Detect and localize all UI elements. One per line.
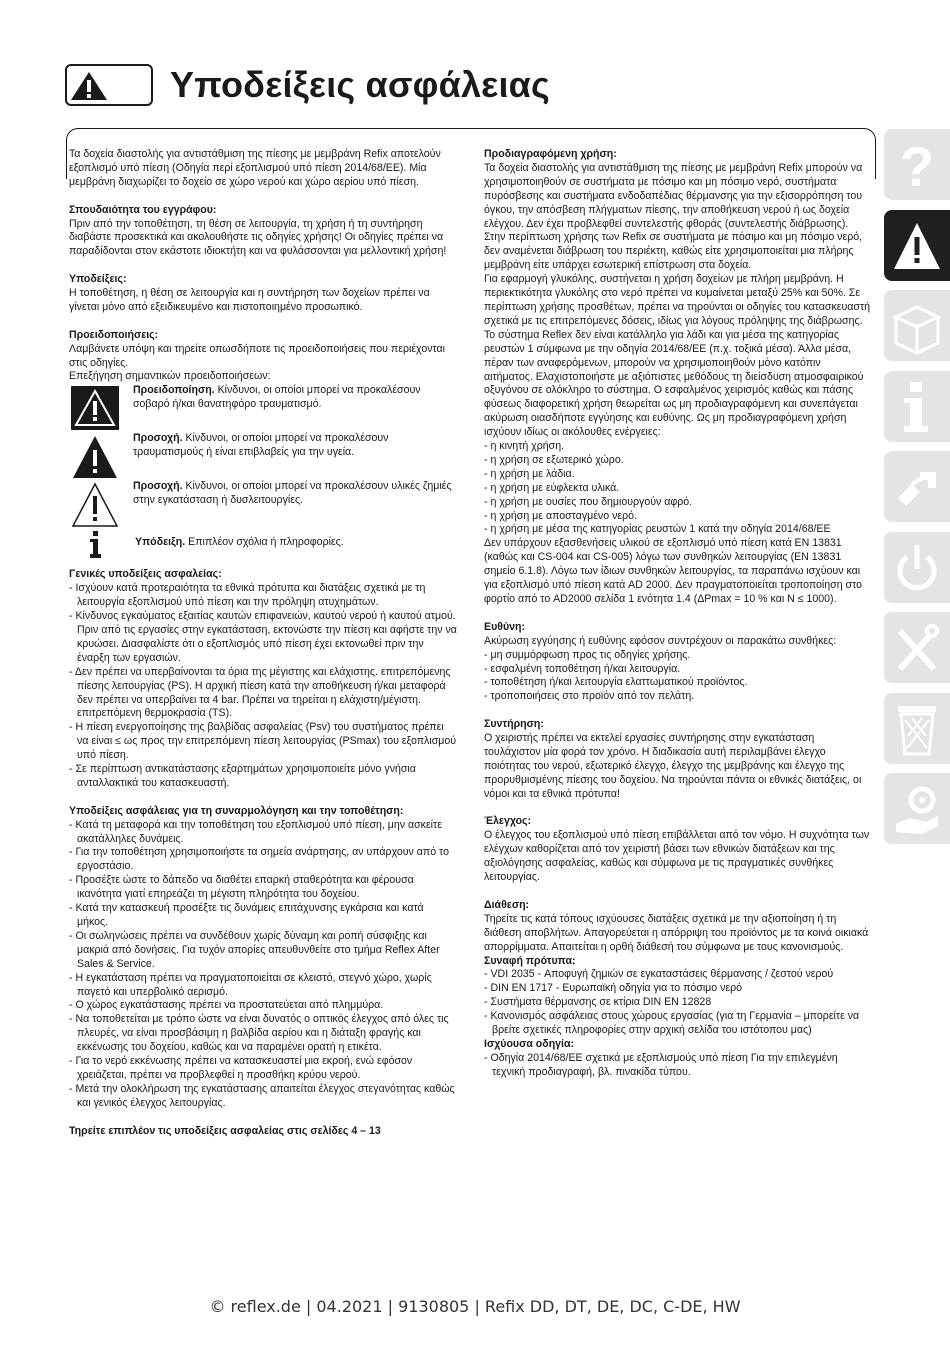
tab-service[interactable]	[884, 773, 950, 844]
warn-item-caution	[69, 432, 457, 476]
notes-heading: Υποδείξεις:	[69, 273, 127, 286]
warnings-explain: Επεξήγηση σημαντικών προειδοποιήσεων:	[69, 370, 271, 383]
directive-heading: Ισχύουσα οδηγία:	[484, 1037, 575, 1050]
right-column	[484, 148, 870, 1080]
tab-box[interactable]	[884, 290, 950, 361]
importance-heading: Σπουδαιότητα του εγγράφου:	[69, 203, 217, 216]
warnings-text: Λαμβάνετε υπόψη και τηρείτε οπωσδήποτε τις προειδοποιήσεις που περιέχονται στις οδηγίες.	[69, 342, 446, 369]
list-item: - η χρήση με εύφλεκτα υλικά.	[484, 481, 620, 494]
list-item: - Προσέξτε ώστε το δάπεδο να διαθέτει επαρκή σταθερότητα και φέρουσα ικανότητα γιατί επηρεάζει τη μέγιστη πληρότητα του δοχείου.	[69, 874, 414, 901]
intended-heading: Προδιαγραφόμενη χρήση:	[484, 148, 617, 160]
general-heading: Γενικές υποδείξεις ασφαλείας:	[69, 568, 222, 581]
list-item: - Μετά την ολοκλήρωση της εγκατάστασης απαιτείται έλεγχος στεγανότητας καθώς και γενικός έλεγχος λειτουργίας.	[69, 1082, 455, 1109]
svg-text:?: ?	[899, 136, 935, 194]
list-item: - Ισχύουν κατά προτεραιότητα τα εθνικά πρότυπα και διατάξεις σχετικά με τη λειτουργία εξοπλισμού υπό πίεση και την πρόληψη ατυχημάτων.	[69, 582, 426, 609]
warn-label-2: Προσοχή.	[133, 480, 183, 493]
material-warning-icon	[71, 482, 119, 528]
tab-info[interactable]	[884, 371, 950, 442]
list-item: - Η εγκατάσταση πρέπει να πραγματοποιείται σε κλειστό, στεγνό χώρο, χωρίς παγετό και υπερβολικό αερισμό.	[69, 971, 432, 998]
tab-installation[interactable]	[884, 451, 950, 522]
list-item: - Για το νερό εκκένωσης πρέπει να κατασκευαστεί μια εκροή, ενώ εφόσον χρειάζεται, πρέπει να προβλεφθεί η προσθήκη κρύου νερού.	[69, 1055, 413, 1081]
footer: © reflex.de | 04.2021 | 9130805 | Refix DD, DT, DE, DC, C-DE, HW	[209, 1297, 741, 1316]
maintenance-heading: Συντήρηση:	[484, 718, 544, 731]
tools-icon	[892, 619, 942, 677]
importance-text: Πριν από την τοποθέτηση, τη θέση σε λειτουργία, τη χρήση ή τη συντήρηση διαβάστε προσεκτικά και ακολουθήστε τις οδηγίες χρήσης! Οι οδηγίες πρέπει να παραδίδονται στον εκάστοτε ιδιοκτήτη και να φυλάσσονται για μελλοντική χρήση!	[69, 217, 447, 258]
list-item: - εσφαλμένη τοποθέτηση ή/και λειτουργία.	[484, 662, 681, 675]
warning-icon	[892, 217, 942, 275]
list-item: - Σε περίπτωση αντικατάστασης εξαρτημάτων χρησιμοποιείτε μόνο γνήσια ανταλλακτικά του κατασκευαστή.	[69, 763, 416, 789]
intended-p2: Για εφαρμογή γλυκόλης, συστήνεται η χρήση δοχείων με πλήρη μεμβράνη. Η περιεκτικότητα γλυκόλης στο νερό πρέπει να κυμαίνεται μεταξύ 25% και 50%. Σε περίπτωση χρήσης προσθέτων, πρέπει να τηρούνται οι οδηγίες του κατασκευαστή σχετικά με τις επιτρεπόμενες δόσεις, ιδίως για λόγους πρόληψης της διάβρωσης.	[484, 273, 871, 327]
warn-text-0: Κίνδυνοι, οι οποίοι μπορεί να προκαλέσουν σοβαρό ή/και θανατηφόρο τραυματισμό.	[133, 384, 421, 411]
list-item: - η χρήση με μέσα της κατηγορίας ρευστών 1 κατά την οδηγία 2014/68/ΕΕ	[484, 523, 831, 536]
list-item: - Ο χώρος εγκατάστασης πρέπει να προστατεύεται από πλημμύρα.	[69, 999, 384, 1012]
intro-text: Τα δοχεία διαστολής για αντιστάθμιση της πίεσης με μεμβράνη Refix αποτελούν εξοπλισμό υπό πίεση (Οδηγία περί εξοπλισμού υπό πίεση 2014/68/ΕΕ). Μία μεμβράνη διαχωρίζει το δοχείο σε χώρο νερού και χώρο αερίου υπό πίεση.	[69, 148, 441, 188]
tab-question[interactable]	[884, 129, 950, 200]
list-item: - Δεν πρέπει να υπερβαίνονται τα όρια της μέγιστης και ελάχιστης. επιτρεπόμενης πίεσης λειτουργίας (PS). Η αρχική πίεση κατά την αποθήκευση ή/και μεταφορά δεν πρέπει να υπερβαίνει τα 4 bar. Πρέπει να τηρείται η ελάχιστη/μέγιστη. επιτρεπόμενη θερμοκρασία (TS).	[69, 665, 451, 720]
list-item: - Κανονισμός ασφάλειας στους χώρους εργασίας (για τη Γερμανία – μπορείτε να βρείτε σχετικές πληροφορίες στην αρχική σελίδα του ιστότοπου μας)	[484, 1010, 860, 1037]
box-icon	[892, 297, 942, 355]
list-item: - DIN EN 1717 - Ευρωπαϊκή οδηγία για το πόσιμο νερό	[484, 982, 743, 995]
disposal-text: Τηρείτε τις κατά τόπους ισχύουσες διατάξεις σχετικά με την αξιοποίηση ή τη διάθεση αποβλήτων. Απαγορεύεται η απόρριψη του προϊόντος με τα κοινά οικιακά απορρίμματα. Απαιτείται η ορθή διάθεσή του σύμφωνα με τους κανονισμούς.	[484, 912, 869, 953]
list-item: - Κατά την κατασκευή προσέξτε τις δυνάμεις επιτάχυνσης εγκάρσια και κατά μήκος.	[69, 902, 424, 928]
warn-item-danger	[69, 384, 457, 428]
intended-p3: Το σύστημα Reflex δεν είναι κατάλληλο για λάδι και για μέσα της κατηγορίας ρευστών 1 σύμφωνα με την οδηγία 2014/68/ΕΕ (π.χ. τοξικά μέσα). Άλλα μέσα, πέραν των αναφερόμενων, μπορούν να χρησιμοποιηθούν μόνο κατόπιν αιτήματος. Ελαχιστοποιήστε με αξιόπιστες μεθόδους τη διείσδυση ατμοσφαιρικού οξυγόνου σε ολόκληρο το σύστημα. Ο εσφαλμένος χειρισμός καθώς και πάσης φύσεως διαφορετική χρήση θεωρείται ως μη προδιαγραφόμενη και συνεπάγεται ακύρωση οιασδήποτε εγγύησης και ευθύνης. Ως μη προδιαγραφόμενη χρήση ισχύουν ιδίως οι ακόλουθες ενέργειες:	[484, 328, 864, 439]
warn-item-material	[69, 480, 457, 524]
closing-note: Τηρείτε επιπλέον τις υποδείξεις ασφαλείας στις σελίδες 4 – 13	[69, 1124, 381, 1137]
tab-warning[interactable]	[884, 210, 950, 281]
notes-text: Η τοποθέτηση, η θέση σε λειτουργία και η συντήρηση των δοχείων πρέπει να γίνεται μόνο από εξειδικευμένο και πιστοποιημένο προσωπικό.	[69, 287, 430, 313]
warn-text-1: Κίνδυνοι, οι οποίοι μπορεί να προκαλέσουν τραυματισμούς ή είναι επιβλαβείς για την υγεία.	[133, 432, 389, 459]
list-item: - Οι σωληνώσεις πρέπει να συνδέθουν χωρίς δύναμη και ροπή σύσφιξης και μακριά από δονήσεις. Για τυχόν απορίες απευθυνθείτε στο τμήμα Reflex After Sales & Service.	[69, 929, 440, 970]
list-item: - Να τοποθετείται με τρόπο ώστε να είναι δυνατός ο οπτικός έλεγχος από όλες τις πλευρές, να είναι προσβάσιμη η βαλβίδα αερίου και η διάταξη φραγής και εκκένωσης του δοχείου, καθώς και να παραμένει ορατή η ετικέτα.	[69, 1013, 449, 1054]
warn-text-3: Επιπλέον σχόλια ή πληροφορίες.	[188, 536, 344, 549]
intended-list	[484, 440, 870, 537]
question-icon	[892, 136, 942, 194]
warnings-heading: Προειδοποιήσεις:	[69, 328, 159, 341]
installation-icon	[892, 458, 942, 516]
tab-tools[interactable]	[884, 612, 950, 683]
disposal-bin-icon	[892, 700, 942, 758]
general-list	[69, 582, 457, 791]
list-item: - Κατά τη μεταφορά και την τοποθέτηση του εξοπλισμού υπό πίεση, μην ασκείτε ακατάλληλες δυνάμεις.	[69, 818, 442, 845]
warn-text-2: Κίνδυνοι, οι οποίοι μπορεί να προκαλέσουν υλικές ζημιές στην εγκατάσταση ή δυσλειτουργίες.	[133, 480, 452, 507]
danger-warning-icon	[71, 386, 119, 430]
warn-label-0: Προειδοποίηση.	[133, 384, 215, 397]
directive-list	[484, 1052, 870, 1080]
list-item: - Κίνδυνος εγκαύματος εξαιτίας καυτών επιφανειών, καυτού νερού ή καυτού ατμού. Πριν από τις εργασίες στην εγκατάσταση, εκτονώστε την πίεση και αφήστε την να κρυώσει. Διασφαλίστε ότι ο εξοπλισμός υπό πίεση έχει εκτονωθεί πριν την έναρξη των εργασιών.	[69, 610, 457, 664]
list-item: - τροποποιήσεις στο προϊόν από τον πελάτη.	[484, 690, 695, 703]
liability-text: Ακύρωση εγγύησης ή ευθύνης εφόσον συντρέχουν οι παρακάτω συνθήκες:	[484, 634, 837, 647]
warn-item-note	[69, 528, 457, 558]
list-item: - η κινητή χρήση.	[484, 440, 565, 453]
list-item: - Συστήματα θέρμανσης σε κτίρια DIN EN 12828	[484, 996, 712, 1009]
inspection-heading: Έλεγχος:	[484, 815, 532, 828]
inspection-text: Ο έλεγχος του εξοπλισμού υπό πίεση επιβάλλεται από τον νόμο. Η συχνότητα των ελέγχων καθορίζεται από τον χειριστή βάσει των εθνικών διατάξεων και της αξιολόγησης ασφαλείας, καθώς και σύμφωνα με τις πραγματικές συνθήκες λειτουργίας.	[484, 829, 870, 884]
liability-list	[484, 649, 870, 705]
warn-label-1: Προσοχή.	[133, 432, 183, 445]
disposal-heading: Διάθεση:	[484, 898, 530, 911]
side-tab-nav	[884, 129, 950, 854]
intended-p4: Δεν υπάρχουν εξασθενήσεις υλικού σε εξοπλισμό υπό πίεση κατά EN 13831 (καθώς και CS-004 και CS-005) λόγω των συνθηκών λειτουργίας (EN 13831 σημείο 6.1.8). Λόγω των ίδιων συνθηκών λειτουργίας, τα παραπάνω ισχύουν και για εξοπλισμό υπό πίεση κατά AD 2000. Δεν πραγματοποιείται τροποποίηση στο φορτίο από το AD2000 σελίδα 1 ενότητα 1.4 (ΔPmax = 10 % και N ≤ 1000).	[484, 537, 863, 605]
list-item: - Η πίεση ενεργοποίησης της βαλβίδας ασφαλείας (Psv) του συστήματος πρέπει να είναι ≤ ως προς την επιτρεπόμενη πίεση λειτουργίας (PSmax) του εξοπλισμού υπό πίεση.	[69, 721, 457, 762]
maintenance-text: Ο χειριστής πρέπει να εκτελεί εργασίες συντήρησης στην εγκατάσταση τουλάχιστον μία φορά τον χρόνο. Η διαδικασία αυτή περιλαμβάνει έλεγχο ποιότητας του νερού, εξωτερικό έλεγχο, έλεγχο της μεμβράνης και έλεγχο της προρυθμισμένης πίεσης του δοχείου. Να τηρούνται πάντα οι εθνικές διατάξεις, οι νόμοι και τα εθνικά πρότυπα!	[484, 732, 862, 800]
assembly-heading: Υποδείξεις ασφάλειας για τη συναρμολόγηση και την τοποθέτηση:	[69, 804, 404, 817]
list-item: - η χρήση σε εξωτερικό χώρο.	[484, 453, 624, 466]
list-item: - VDI 2035 - Αποφυγή ζημιών σε εγκαταστάσεις θέρμανσης / ζεστού νερού	[484, 968, 834, 981]
list-item: - η χρήση με λάδια.	[484, 467, 575, 480]
tab-power[interactable]	[884, 532, 950, 603]
power-icon	[892, 539, 942, 597]
assembly-list	[69, 819, 457, 1111]
service-hand-icon	[892, 780, 942, 838]
info-icon	[892, 378, 942, 436]
header-icon-box	[65, 64, 153, 106]
list-item: - τοποθέτηση ή/και λειτουργία ελαττωματικού προϊόντος.	[484, 676, 748, 689]
list-item: - Για την τοποθέτηση χρησιμοποιήστε τα σημεία ανάρτησης, αν υπάρχουν από το εργοστάσιο.	[69, 846, 449, 873]
warning-icon	[69, 70, 109, 102]
list-item: - η χρήση με ουσίες που δημιουργούν αφρό.	[484, 495, 693, 508]
list-item: - η χρήση με αποσταγμένο νερό.	[484, 509, 637, 522]
left-column	[69, 148, 457, 1138]
warn-label-3: Υπόδειξη.	[135, 536, 186, 549]
info-note-icon	[71, 530, 119, 560]
standards-list	[484, 968, 870, 1038]
list-item: - μη συμμόρφωση προς τις οδηγίες χρήσης.	[484, 648, 691, 661]
intended-p1: Τα δοχεία διαστολής για αντιστάθμιση της πίεσης με μεμβράνη Refix μπορούν να χρησιμοποιηθούν σε συστήματα με πόσιμο και μη πόσιμο νερό, συστήματα πυρόσβεσης και συστήματα ενδοδαπέδιας θέρμανσης για την εξισορρόπηση του όγκου, την απόσβεση πλήγματων πίεσης, την αποθήκευση νερού ή ως δοχεία ελέγχου. Δεν έχει προβλεφθεί συντελεστής φθοράς (συντελεστής διάβρωσης). Στην περίπτωση χρήσης των Refix σε συστήματα με πόσιμο και μη πόσιμο νερό, δεν αναμένεται διάβρωση του περιέκτη, καθώς είτε χρησιμοποιείται μια πλήρης μεμβράνη είτε υπάρχει εσωτερική επίστρωση στα δοχεία.	[484, 161, 863, 272]
page-title: Υποδείξεις ασφάλειας	[170, 64, 550, 105]
tab-disposal[interactable]	[884, 693, 950, 764]
caution-warning-icon	[71, 434, 119, 480]
list-item: - Οδηγία 2014/68/ΕΕ σχετικά με εξοπλισμούς υπό πίεση Για την επιλεγμένη τεχνική προδιαγραφή, βλ. πινακίδα τύπου.	[484, 1051, 838, 1078]
liability-heading: Ευθύνη:	[484, 620, 526, 633]
standards-heading: Συναφή πρότυπα:	[484, 954, 576, 967]
